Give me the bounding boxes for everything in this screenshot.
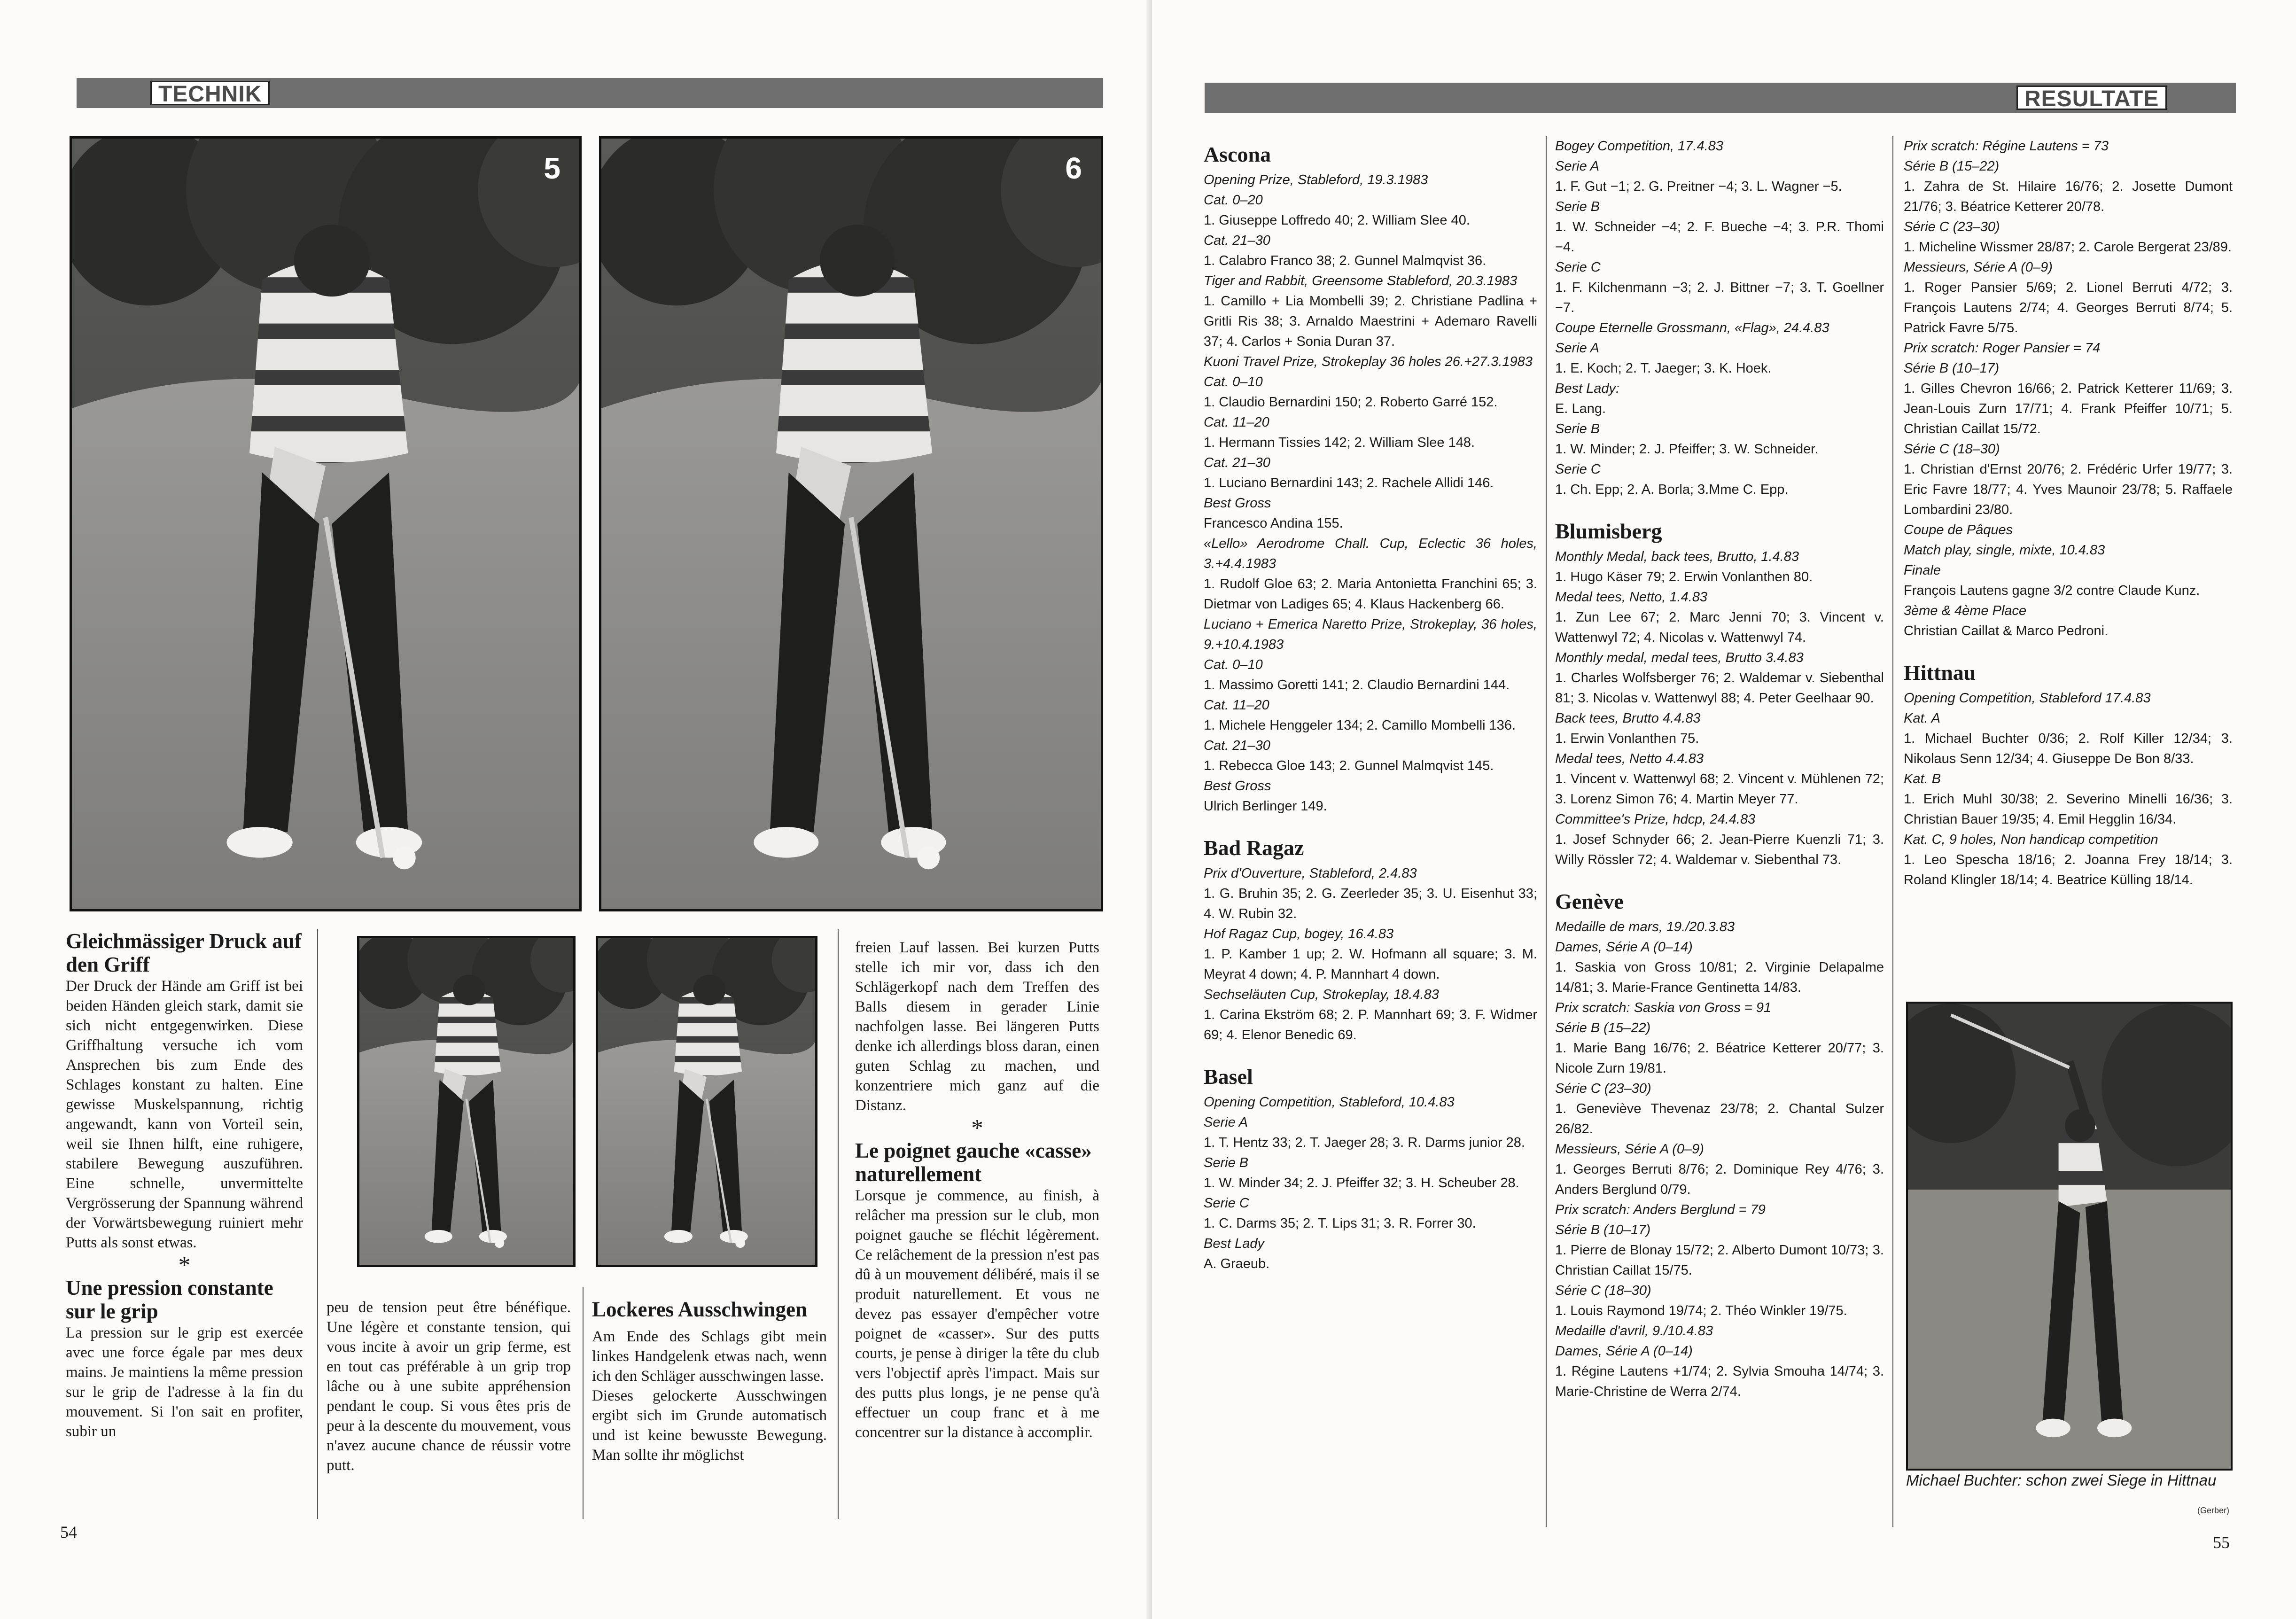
result-line: 1. Rebecca Gloe 143; 2. Gunnel Malmqvist 145. [1204,758,1494,773]
putting-photo-small-1 [357,936,576,1267]
event-label: Cat. 21–30 [1204,455,1270,470]
result-line: 1. Geneviève Thevenaz 23/78; 2. Chantal Sulzer 26/82. [1555,1101,1884,1136]
result-line: 1. Erich Muhl 30/38; 2. Severino Minelli 16/36; 3. Christian Bauer 19/35; 4. Emil Hegglin 16/34. [1904,792,2233,827]
event-label: Serie A [1555,159,1600,174]
buchter-photo [1906,1002,2233,1471]
photo-credit: (Gerber) [2197,1506,2230,1515]
result-line: 1. Régine Lautens +1/74; 2. Sylvia Smouha 14/74; 3. Marie-Christine de Werra 2/74. [1555,1364,1884,1399]
result-line: Christian Caillat & Marco Pedroni. [1904,623,2109,638]
result-line: 1. Claudio Bernardini 150; 2. Roberto Garré 152. [1204,395,1498,410]
event-label: Série C (23–30) [1555,1081,1651,1096]
result-line: 1. Zahra de St. Hilaire 16/76; 2. Josette Dumont 21/76; 3. Béatrice Ketterer 20/78. [1904,179,2233,214]
event-label: Medal tees, Netto, 1.4.83 [1555,590,1708,605]
spacer [1555,870,1884,883]
event-label: Cat. 0–10 [1204,374,1263,389]
result-line: Ulrich Berlinger 149. [1204,799,1327,814]
spacer [1204,1045,1537,1059]
spacer [1204,817,1537,830]
event-label: Cat. 21–30 [1204,738,1270,753]
paragraph-freien-lauf: freien Lauf lassen. Bei kurzen Putts stelle ich mir vor, dass ich den Schlägerkopf nach dem Treffen des Balls diesem in gerader Linie nachfolgen lasse. Bei längeren Putts denke ich allerdings bloss daran, einen guten Schlag zu machen, und konzentriere mich ganz auf die Distanz. [855,939,1099,1114]
technik-tag: TECHNIK [150,81,270,105]
event-label: Série C (23–30) [1904,219,2000,234]
asterisk-divider: * [971,1115,983,1142]
event-label: Serie C [1555,462,1601,477]
event-label: Série B (15–22) [1904,159,2000,174]
event-label: Série B (15–22) [1555,1020,1651,1035]
event-label: Série C (18–30) [1555,1283,1651,1298]
event-label: Serie C [1555,260,1601,275]
photo-caption: Michael Buchter: schon zwei Siege in Hittnau [1906,1471,2217,1489]
event-label: Bogey Competition, 17.4.83 [1555,139,1723,154]
event-label: Best Lady: [1555,381,1620,396]
result-line: E. Lang. [1555,401,1606,416]
paragraph-pression: La pression sur le grip est exercée avec une force égale par mes deux mains. Je maintiens la même pression sur le grip de l'adresse à la fin du mouvement. Si l'on sait en profiter, subir un [66,1324,303,1440]
result-line: 1. W. Schneider −4; 2. F. Bueche −4; 3. P.R. Thomi −4. [1555,219,1884,255]
result-line: 1. T. Hentz 33; 2. T. Jaeger 28; 3. R. Darms junior 28. [1204,1135,1525,1150]
result-line: 1. Hugo Käser 79; 2. Erwin Vonlanthen 80. [1555,569,1813,584]
event-label: Match play, single, mixte, 10.4.83 [1904,543,2105,558]
result-line: 1. Luciano Bernardini 143; 2. Rachele Allidi 146. [1204,475,1494,490]
result-line: 1. Michele Henggeler 134; 2. Camillo Mombelli 136. [1204,718,1516,733]
result-line: 1. E. Koch; 2. T. Jaeger; 3. K. Hoek. [1555,361,1772,376]
event-label: Best Gross [1204,778,1271,794]
event-label: Messieurs, Série A (0–9) [1555,1142,1704,1157]
event-label: Prix scratch: Saskia von Gross = 91 [1555,1000,1772,1015]
result-line: 1. Charles Wolfsberger 76; 2. Waldemar v. Siebenthal 81; 3. Nicolas v. Wattenwyl 88; 4. Peter Geelhaar 90. [1555,670,1884,706]
result-line: 1. Michael Buchter 0/36; 2. Rolf Killer 12/34; 3. Nikolaus Senn 12/34; 4. Giuseppe De Bon 8/33. [1904,731,2233,766]
event-label: Prix scratch: Régine Lautens = 73 [1904,139,2109,154]
event-label: Finale [1904,563,1941,578]
event-label: Best Gross [1204,496,1271,511]
event-label: Opening Competition, Stableford 17.4.83 [1904,691,2151,706]
result-line: François Lautens gagne 3/2 contre Claude Kunz. [1904,583,2200,598]
result-line: 1. Georges Berruti 8/76; 2. Dominique Rey 4/76; 3. Anders Berglund 0/79. [1555,1162,1884,1197]
spacer [1555,500,1884,513]
result-line: 1. Micheline Wissmer 28/87; 2. Carole Bergerat 23/89. [1904,240,2232,255]
event-label: Monthly medal, medal tees, Brutto 3.4.83 [1555,650,1804,665]
results-column-1 [1204,136,1537,1274]
event-label: Monthly Medal, back tees, Brutto, 1.4.83 [1555,549,1799,564]
heading-ausschwingen: Lockeres Ausschwingen [592,1298,807,1321]
club-heading: Bad Ragaz [1204,836,1304,860]
event-label: Serie C [1204,1196,1249,1211]
event-label: Prix scratch: Roger Pansier = 74 [1904,341,2101,356]
event-label: Serie B [1204,1155,1249,1170]
event-label: Cat. 11–20 [1204,415,1269,430]
results-column-3 [1904,136,2233,890]
putting-photo-5 [70,136,582,911]
column-rule [583,1287,584,1519]
club-heading: Genève [1555,889,1624,913]
event-label: Prix scratch: Anders Berglund = 79 [1555,1202,1766,1217]
result-line: 1. Calabro Franco 38; 2. Gunnel Malmqvist 36. [1204,253,1487,268]
result-line: 1. Giuseppe Loffredo 40; 2. William Slee 40. [1204,213,1470,228]
event-label: Serie B [1555,199,1600,214]
club-heading: Blumisberg [1555,519,1662,543]
putting-photo-small-2 [596,936,817,1267]
result-line: 1. Ch. Epp; 2. A. Borla; 3.Mme C. Epp. [1555,482,1789,497]
column-rule [317,929,318,1519]
putting-photo-6 [599,136,1103,911]
event-label: 3ème & 4ème Place [1904,603,2027,618]
event-label: Messieurs, Série A (0–9) [1904,260,2053,275]
event-label: Hof Ragaz Cup, bogey, 16.4.83 [1204,926,1394,942]
event-label: Cat. 0–20 [1204,193,1263,208]
result-line: 1. Christian d'Ernst 20/76; 2. Frédéric Urfer 19/77; 3. Eric Favre 18/77; 4. Yves Maunoir 23/78; 5. Raffaele Lombardini 23/80. [1904,462,2233,517]
event-label: Medaille d'avril, 9./10.4.83 [1555,1323,1713,1339]
heading-poignet: Le poignet gauche «casse» naturellement [855,1139,1092,1186]
event-label: Dames, Série A (0–14) [1555,940,1693,955]
text-column-4 [855,938,1099,1442]
event-label: Coupe Eternelle Grossmann, «Flag», 24.4.83 [1555,320,1829,335]
event-label: Kat. A [1904,711,1940,726]
result-line: 1. Massimo Goretti 141; 2. Claudio Bernardini 144. [1204,677,1510,693]
resultate-tag: RESULTATE [2016,86,2167,110]
result-line: 1. Carina Ekström 68; 2. P. Mannhart 69; 3. F. Widmer 69; 4. Elenor Benedic 69. [1204,1007,1537,1043]
result-line: 1. W. Minder; 2. J. Pfeiffer; 3. W. Schneider. [1555,442,1819,457]
text-column-3 [592,1298,827,1465]
heading-pression: Une pression constante sur le grip [66,1276,273,1323]
results-column-2 [1555,136,1884,1402]
result-line: Francesco Andina 155. [1204,516,1343,531]
event-label: Dames, Série A (0–14) [1555,1344,1693,1359]
paragraph-ausschwingen-2: Dieses gelockerte Ausschwingen ergibt sich im Grunde automatisch und ist keine bewusste Bewegung. Man sollte ihr möglichst [592,1387,827,1463]
result-line: 1. Rudolf Gloe 63; 2. Maria Antonietta Franchini 65; 3. Dietmar von Ladiges 65; 4. Klaus Hackenberg 66. [1204,576,1537,612]
event-label: Committee's Prize, hdcp, 24.4.83 [1555,812,1756,827]
result-line: 1. F. Kilchenmann −3; 2. J. Bittner −7; 3. T. Goellner −7. [1555,280,1884,315]
club-heading: Hittnau [1904,661,1976,685]
page-number-55: 55 [2213,1533,2230,1552]
event-label: Serie A [1555,341,1600,356]
event-label: Serie A [1204,1115,1248,1130]
event-label: Medaille de mars, 19./20.3.83 [1555,919,1735,934]
event-label: Kuoni Travel Prize, Strokeplay 36 holes 26.+27.3.1983 [1204,354,1533,369]
event-label: Série B (10–17) [1555,1222,1651,1238]
result-line: 1. P. Kamber 1 up; 2. W. Hofmann all square; 3. M. Meyrat 4 down; 4. P. Mannhart 4 down. [1204,947,1537,982]
result-line: 1. Pierre de Blonay 15/72; 2. Alberto Dumont 10/73; 3. Christian Caillat 15/75. [1555,1243,1884,1278]
event-label: Série C (18–30) [1904,442,2000,457]
event-label: Tiger and Rabbit, Greensome Stableford, 20.3.1983 [1204,273,1518,288]
event-label: Coupe de Pâques [1904,522,2013,537]
result-line: 1. Camillo + Lia Mombelli 39; 2. Christiane Padlina + Gritli Ris 38; 3. Arnaldo Maestrini + Ademaro Ravelli 37; 4. Carlos + Sonia Duran 37. [1204,294,1537,349]
paragraph-ausschwingen-1: Am Ende des Schlags gibt mein linkes Handgelenk etwas nach, wenn ich den Schläger ausschwingen lasse. [592,1328,827,1385]
event-label: Cat. 21–30 [1204,233,1270,248]
event-label: Opening Competition, Stableford, 10.4.83 [1204,1095,1455,1110]
event-label: Kat. C, 9 holes, Non handicap competition [1904,832,2158,847]
photo-number-6: 6 [1065,151,1082,185]
paragraph-tension: peu de tension peut être bénéfique. Une légère et constante tension, qui vous incite à avoir un grip ferme, est en tout cas préférable à un grip trop lâche ou à une subite appréhension pendant le coup. Si vous êtes pris de peur à la descente du mouvement, vous n'avez aucune chance de réussir votre putt. [327,1299,571,1474]
event-label: Serie B [1555,421,1600,436]
event-label: Série B (10–17) [1904,361,2000,376]
result-line: 1. Louis Raymond 19/74; 2. Théo Winkler 19/75. [1555,1303,1847,1318]
spacer [1904,641,2233,654]
result-line: 1. Roger Pansier 5/69; 2. Lionel Berruti 4/72; 3. François Lautens 2/74; 4. Georges Berruti 8/74; 5. Patrick Favre 5/75. [1904,280,2233,335]
event-label: Sechseläuten Cup, Strokeplay, 18.4.83 [1204,987,1439,1002]
text-column-1 [66,929,303,1441]
event-label: Prix d'Ouverture, Stableford, 2.4.83 [1204,866,1417,881]
result-line: 1. Josef Schnyder 66; 2. Jean-Pierre Kuenzli 71; 3. Willy Rössler 72; 4. Waldemar v. Siebenthal 73. [1555,832,1884,867]
text-column-2 [327,1298,571,1475]
right-page [1152,0,2296,1619]
result-line: 1. Zun Lee 67; 2. Marc Jenni 70; 3. Vincent v. Wattenwyl 72; 4. Nicolas v. Wattenwyl 74. [1555,610,1884,645]
column-rule [1892,136,1893,1527]
result-line: A. Graeub. [1204,1256,1270,1271]
result-line: 1. Vincent v. Wattenwyl 68; 2. Vincent v. Mühlenen 72; 3. Lorenz Simon 76; 4. Martin Meyer 77. [1555,771,1884,807]
event-label: Cat. 0–10 [1204,657,1263,672]
club-heading: Basel [1204,1065,1253,1089]
result-line: 1. Marie Bang 16/76; 2. Béatrice Ketterer 20/77; 3. Nicole Zurn 19/81. [1555,1041,1884,1076]
event-label: Luciano + Emerica Naretto Prize, Strokeplay, 36 holes, 9.+10.4.1983 [1204,617,1537,652]
result-line: 1. Erwin Vonlanthen 75. [1555,731,1699,746]
result-line: 1. F. Gut −1; 2. G. Preitner −4; 3. L. Wagner −5. [1555,179,1842,194]
asterisk-divider: * [178,1252,191,1279]
photo-number-5: 5 [544,151,560,185]
column-rule [1546,136,1547,1527]
result-line: 1. G. Bruhin 35; 2. G. Zeerleder 35; 3. U. Eisenhut 33; 4. W. Rubin 32. [1204,886,1537,921]
event-label: Medal tees, Netto 4.4.83 [1555,751,1704,766]
event-label: Cat. 11–20 [1204,698,1269,713]
club-heading: Ascona [1204,142,1271,166]
result-line: 1. W. Minder 34; 2. J. Pfeiffer 32; 3. H. Scheuber 28. [1204,1175,1519,1191]
result-line: 1. Hermann Tissies 142; 2. William Slee 148. [1204,435,1475,450]
page-number-54: 54 [60,1523,77,1541]
result-line: 1. Leo Spescha 18/16; 2. Joanna Frey 18/14; 3. Roland Klingler 18/14; 4. Beatrice Külling 18/14. [1904,852,2233,887]
paragraph-druck: Der Druck der Hände am Griff ist bei beiden Händen gleich stark, damit sie sich nicht entgegenwirken. Diese Griffhaltung versuche ich vom Ansprechen bis zum Ende des Schlages konstant zu halten. Eine gewisse Muskelspannung, richtig angewandt, kann von Vorteil sein, weil sie Ihnen hilft, eine ruhigere, stabilere Bewegung auszuführen. Eine schnelle, unvermittelte Vergrösserung der Spannung während der Vorwärtsbewegung ruiniert mehr Putts als sonst etwas. [66,978,303,1251]
heading-druck: Gleichmässiger Druck auf den Griff [66,929,302,976]
event-label: Back tees, Brutto 4.4.83 [1555,711,1701,726]
result-line: 1. Gilles Chevron 16/66; 2. Patrick Ketterer 11/69; 3. Jean-Louis Zurn 17/71; 4. Frank Pfeiffer 10/71; 5. Christian Caillat 15/72. [1904,381,2233,436]
event-label: Kat. B [1904,771,1941,786]
column-rule [838,929,839,1519]
paragraph-poignet: Lorsque je commence, au finish, à relâcher ma pression sur le club, mon poignet gauche se fléchit légèrement. Ce relâchement de la pression n'est pas dû à un mouvement délibéré, mais il se produit naturellement. Et vous ne devez pas essayer d'empêcher votre poignet de «casser». Sur des putts courts, je pense à diriger la tête du club vers l'objectif après l'impact. Mais sur des putts plus longs, je ne pense qu'à effectuer un coup franc et à me concentrer sur la distance à accomplir. [855,1187,1099,1441]
event-label: Best Lady [1204,1236,1264,1251]
event-label: «Lello» Aerodrome Chall. Cup, Eclectic 36 holes, 3.+4.4.1983 [1204,536,1537,571]
result-line: 1. Saskia von Gross 10/81; 2. Virginie Delapalme 14/81; 3. Marie-France Gentinetta 14/83. [1555,960,1884,995]
event-label: Opening Prize, Stableford, 19.3.1983 [1204,172,1428,187]
result-line: 1. C. Darms 35; 2. T. Lips 31; 3. R. Forrer 30. [1204,1216,1476,1231]
